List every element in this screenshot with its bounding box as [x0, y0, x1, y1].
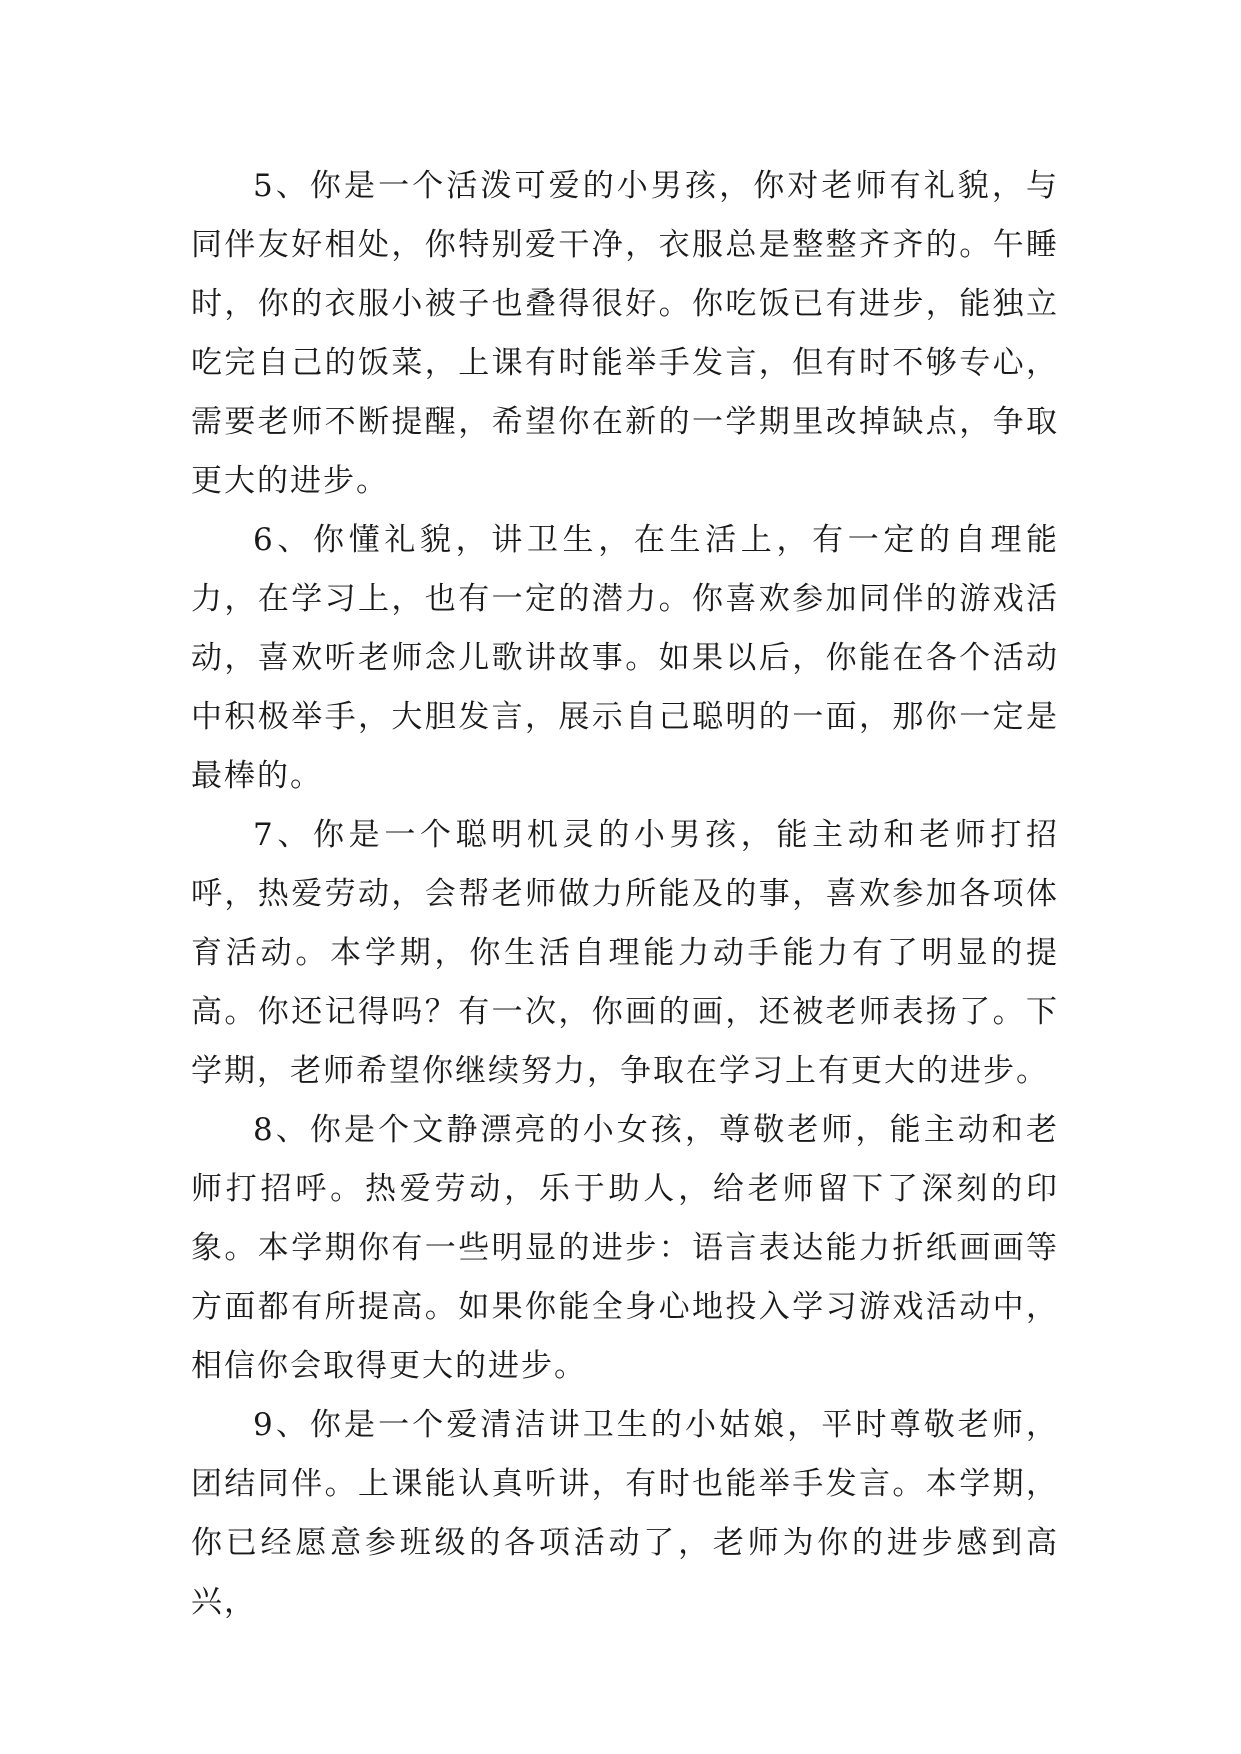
document-body [191, 157, 1059, 1632]
comment-paragraph-8: 8、你是个文静漂亮的小女孩，尊敬老师，能主动和老师打招呼。热爱劳动，乐于助人，给老师留下了深刻的印象。本学期你有一些明显的进步：语言表达能力折纸画画等方面都有所提高。如果你能全身心地投入学习游戏活动中，相信你会取得更大的进步。 [191, 1112, 1059, 1384]
comment-paragraph-5: 5、你是一个活泼可爱的小男孩，你对老师有礼貌，与同伴友好相处，你特别爱干净，衣服总是整整齐齐的。午睡时，你的衣服小被子也叠得很好。你吃饭已有进步，能独立吃完自己的饭菜，上课有时能举手发言，但有时不够专心，需要老师不断提醒，希望你在新的一学期里改掉缺点，争取更大的进步。 [191, 168, 1059, 499]
comment-paragraph-6: 6、你懂礼貌，讲卫生，在生活上，有一定的自理能力，在学习上，也有一定的潜力。你喜欢参加同伴的游戏活动，喜欢听老师念儿歌讲故事。如果以后，你能在各个活动中积极举手，大胆发言，展示自己聪明的一面，那你一定是最棒的。 [191, 522, 1059, 794]
comment-paragraph-9: 9、你是一个爱清洁讲卫生的小姑娘，平时尊敬老师，团结同伴。上课能认真听讲，有时也能举手发言。本学期，你已经愿意参班级的各项活动了，老师为你的进步感到高兴， [191, 1407, 1059, 1620]
comment-paragraph-7: 7、你是一个聪明机灵的小男孩，能主动和老师打招呼，热爱劳动，会帮老师做力所能及的事，喜欢参加各项体育活动。本学期，你生活自理能力动手能力有了明显的提高。你还记得吗？有一次，你画的画，还被老师表扬了。下学期，老师希望你继续努力，争取在学习上有更大的进步。 [191, 817, 1059, 1089]
